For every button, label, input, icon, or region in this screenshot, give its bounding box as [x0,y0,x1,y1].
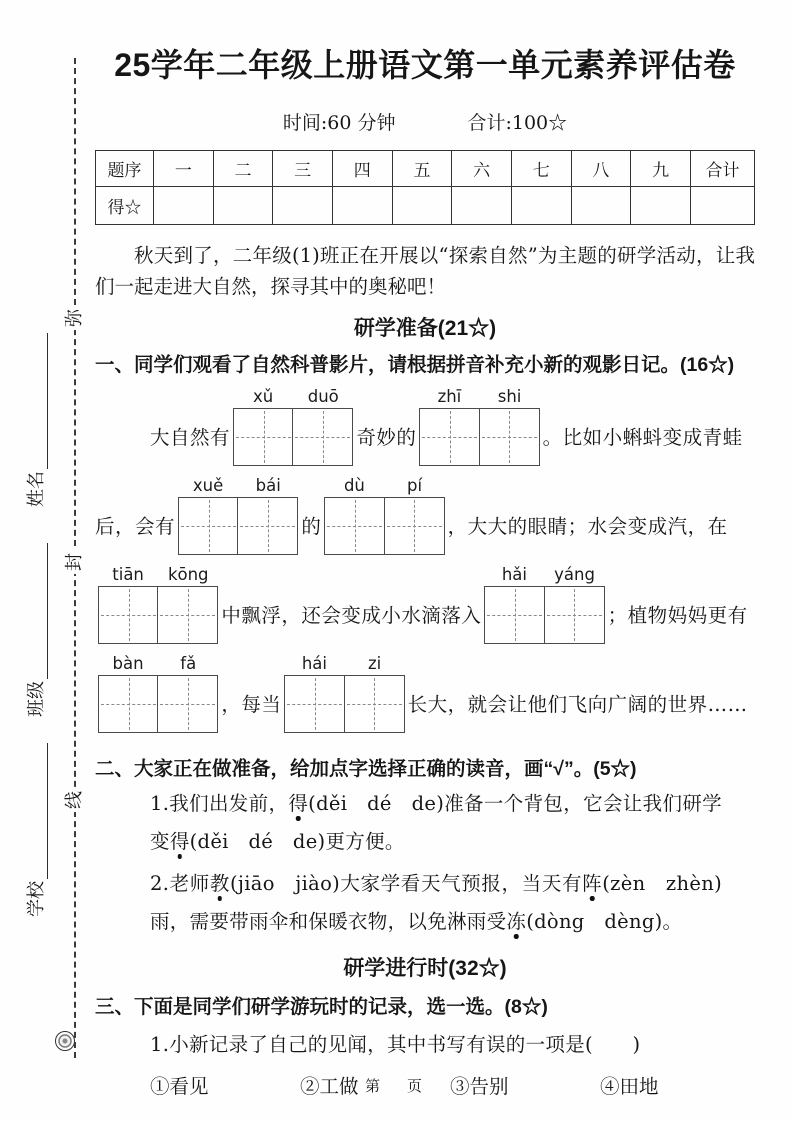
fill-line-1 [95,387,755,466]
fill-line-3 [95,565,755,644]
exam-content [95,0,755,1099]
time-label: 时间:60 分钟 [282,112,396,134]
fill-text: 大自然有 [150,425,231,449]
fill-text: 中飘浮，还会变成小水滴落入 [221,603,482,627]
score-header-cell: 一 [154,151,214,187]
score-header-cell: 七 [511,151,571,187]
tianzige-cell [98,586,159,644]
tianzige-pair [233,408,353,466]
score-row-label: 得☆ [96,187,154,225]
tianzige-pair [484,586,604,644]
option-1: ①看见 [150,1074,209,1098]
section-heading-during: 研学进行时(32☆) [343,956,507,980]
pinyin-syllable: dù [343,475,365,495]
emphasized-char: 阵 [582,871,603,895]
exam-title: 25学年二年级上册语文第一单元素养评估卷 [114,47,736,83]
score-value-cell [332,187,392,225]
score-header-cell: 合计 [691,151,755,187]
question-1-heading: 一、同学们观看了自然科普影片，请根据拼音补充小新的观影日记。(16☆) [95,353,735,376]
pinyin-syllable: xuě [192,475,224,495]
score-header-cell: 题序 [96,151,154,187]
score-table [95,150,755,225]
question-2-item-1 [150,785,722,861]
question-3-heading: 三、下面是同学们研学游玩时的记录，选一选。(8☆) [95,995,548,1018]
fill-text: ，大大的眼睛；水会变成汽，在 [447,514,728,538]
tianzige-cell [324,497,385,555]
tianzige-pair [178,497,298,555]
tianzige-cell [484,586,545,644]
tianzige-cell [384,497,445,555]
fill-text: ；植物妈妈更有 [607,603,748,627]
tianzige-cell [157,586,218,644]
tianzige-pair [419,408,539,466]
fill-line-2 [95,476,755,555]
pinyin-syllable: bái [255,475,281,495]
tianzige-cell [544,586,605,644]
score-value-cell [273,187,333,225]
score-header-cell: 六 [452,151,512,187]
total-score-label: 合计:100☆ [467,112,568,134]
question-3-item-1: 1.小新记录了自己的见闻，其中书写有误的一项是( ) [150,1032,641,1056]
fill-text: 长大，就会让他们飞向广阔的世界…… [407,692,748,716]
pinyin-label [484,565,604,584]
pinyin-syllable: hǎi [501,564,527,584]
fill-text: 奇妙的 [356,425,417,449]
score-value-cell [691,187,755,225]
score-value-cell [571,187,631,225]
pinyin-box-xuduo [233,387,353,466]
score-value-cell [511,187,571,225]
tianzige-pair [98,586,218,644]
tianzige-cell [98,675,159,733]
pinyin-label [98,565,218,584]
tianzige-cell [178,497,239,555]
seal-char-xian: 线 [63,788,87,812]
student-class-label: 班级 [26,681,47,717]
section-heading-prep: 研学准备(21☆) [353,316,497,340]
fill-text: 的 [301,514,322,538]
option-2: ②工做 [300,1074,359,1098]
score-header-cell: 八 [571,151,631,187]
pinyin-label [324,476,444,495]
fill-text: 。比如小蝌蚪变成青蛙 [542,425,743,449]
item-text: (jiāo jiào)大家学看天气预报，当天有 [230,871,583,895]
exam-meta-row [95,108,755,135]
tianzige-cell [479,408,540,466]
pinyin-syllable: xǔ [252,386,274,406]
student-class-field [22,543,48,717]
score-header-cell: 九 [631,151,691,187]
score-header-cell: 二 [213,151,273,187]
pinyin-syllable: duō [307,386,339,406]
pinyin-box-banfa [98,654,218,733]
student-school-label: 学校 [26,881,47,917]
score-header-row [96,151,755,187]
student-name-blank-line [33,333,48,469]
student-school-field [22,743,48,917]
item-text: (děi dé de)更方便。 [189,829,405,853]
pinyin-label [233,387,353,406]
pinyin-label [419,387,539,406]
pinyin-syllable: yáng [554,564,595,584]
seal-stamp-icon [55,1031,75,1051]
seal-char-feng: 封 [63,550,87,574]
emphasized-char: 得 [169,829,190,853]
score-header-cell: 四 [332,151,392,187]
pinyin-syllable: bàn [112,653,144,673]
score-value-cell [452,187,512,225]
fill-text: ，每当 [221,692,282,716]
pinyin-label [98,654,218,673]
pinyin-syllable: shi [497,386,522,406]
emphasized-char: 得 [288,791,309,815]
tianzige-pair [284,675,404,733]
emphasized-char: 冻 [506,909,527,933]
pinyin-label [178,476,298,495]
tianzige-cell [344,675,405,733]
pinyin-box-haizi [284,654,404,733]
pinyin-box-dupi [324,476,444,555]
pinyin-box-haiyang [484,565,604,644]
score-value-row [96,187,755,225]
score-header-cell: 三 [273,151,333,187]
item-text: (dòng dèng)。 [526,909,683,933]
pinyin-label [284,654,404,673]
score-value-cell [392,187,452,225]
item-text: (zèn zhèn)雨，需要带雨伞和保暖衣物，以免淋雨受 [150,871,722,933]
student-class-blank-line [33,543,48,679]
item-number: 2. [150,871,170,895]
item-number: 1. [150,791,170,815]
pinyin-syllable: kōng [167,564,209,584]
page-footer: 第 页 [364,1077,428,1095]
seal-char-mi: 弥 [63,306,87,330]
item-text: (děi dé de)准备一个背包，它会让我们研学变 [150,791,722,853]
student-name-field [22,333,48,507]
pinyin-syllable: hái [301,653,327,673]
question-2-heading: 二、大家正在做准备，给加点字选择正确的读音，画“√”。(5☆) [95,757,637,780]
pinyin-syllable: tiān [112,564,144,584]
pinyin-box-zhishi [419,387,539,466]
fill-text: 后，会有 [95,514,176,538]
emphasized-char: 教 [209,871,231,895]
pinyin-box-tiankong [98,565,218,644]
score-header-cell: 五 [392,151,452,187]
pinyin-syllable: zi [367,653,382,673]
tianzige-pair [98,675,218,733]
tianzige-cell [284,675,345,733]
score-value-cell [154,187,214,225]
option-3: ③告别 [450,1074,509,1098]
score-value-cell [631,187,691,225]
tianzige-pair [324,497,444,555]
question-2-item-2 [150,865,722,941]
score-value-cell [213,187,273,225]
pinyin-syllable: fǎ [180,653,197,673]
item-text: 我们出发前， [169,791,289,815]
option-4: ④田地 [600,1074,659,1098]
student-name-label: 姓名 [26,471,47,507]
pinyin-syllable: pí [407,475,423,495]
student-school-blank-line [33,743,48,879]
pinyin-box-xuebai [178,476,298,555]
intro-paragraph: 秋天到了，二年级(1)班正在开展以“探索自然”为主题的研学活动，让我们一起走进大自然，探寻其中的奥秘吧！ [95,244,755,298]
item-text: 老师 [169,871,210,895]
tianzige-cell [233,408,294,466]
fill-line-4 [95,654,755,733]
tianzige-cell [292,408,353,466]
pinyin-syllable: zhī [437,386,462,406]
tianzige-cell [237,497,298,555]
tianzige-cell [157,675,218,733]
tianzige-cell [419,408,480,466]
